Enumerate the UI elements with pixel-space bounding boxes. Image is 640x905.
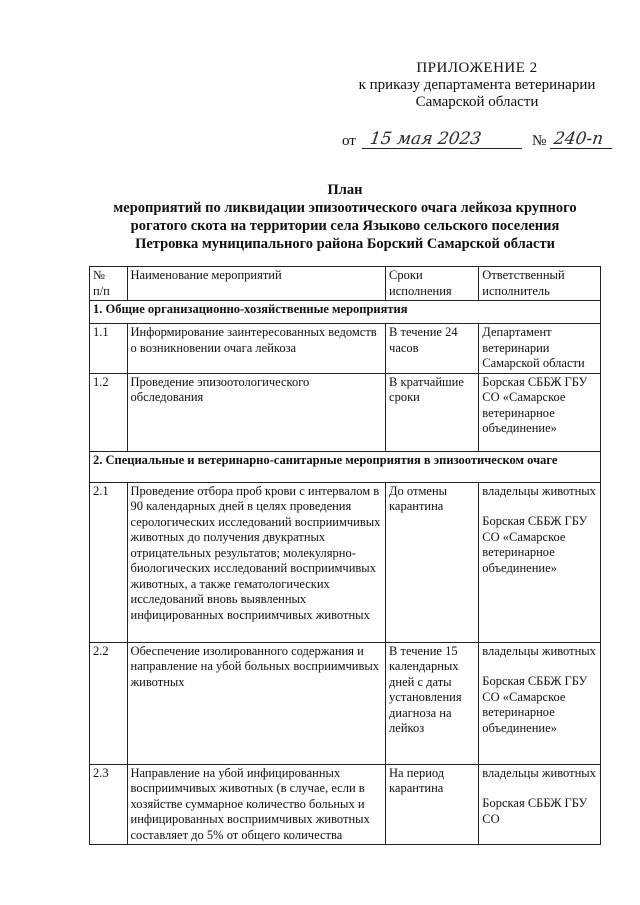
row-resp-agency: Борская СББЖ ГБУ СО «Самарское ветеринарное объединение» xyxy=(482,514,588,575)
row-resp: Департамент ветеринарии Самарской области xyxy=(479,324,601,374)
order-line xyxy=(342,129,612,155)
header-resp xyxy=(479,267,601,301)
order-from-label: от xyxy=(342,133,356,149)
annex-order-ref: к приказу департамента ветеринарии xyxy=(358,77,596,93)
row-resp xyxy=(479,482,601,642)
row-num: 1.1 xyxy=(90,324,128,374)
table-row xyxy=(90,373,601,451)
row-term: До отмены карантина xyxy=(386,482,479,642)
annex-region: Самарской области xyxy=(415,94,539,110)
row-resp-owners: владельцы животных xyxy=(482,483,596,498)
row-resp: Борская СББЖ ГБУ СО «Самарское ветеринарное объединение» xyxy=(479,373,601,451)
header-term xyxy=(386,267,479,301)
table-row xyxy=(90,482,601,642)
plan-table xyxy=(89,266,601,845)
annex-block xyxy=(352,60,602,111)
row-num: 2.1 xyxy=(90,482,128,642)
annex-title: ПРИЛОЖЕНИЕ 2 xyxy=(416,60,538,76)
row-name: Информирование заинтересованных ведомств о возникновении очага лейкоза xyxy=(127,324,386,374)
row-term: В течение 24 часов xyxy=(386,324,479,374)
header-term-line2: исполнения xyxy=(389,283,452,298)
header-term-line1: Сроки xyxy=(389,268,423,282)
row-num: 1.2 xyxy=(90,373,128,451)
document-heading xyxy=(90,181,600,253)
table-row xyxy=(90,764,601,845)
table-header-row xyxy=(90,267,601,301)
heading-line-3: рогатого скота на территории села Языково сельского поселения xyxy=(130,218,560,234)
row-resp xyxy=(479,642,601,764)
row-term: В кратчайшие сроки xyxy=(386,373,479,451)
header-num xyxy=(90,267,128,301)
row-num: 2.2 xyxy=(90,642,128,764)
row-term: В течение 15 календарных дней с даты установления диагноза на лейкоз xyxy=(386,642,479,764)
section-1-title: 1. Общие организационно-хозяйственные мероприятия xyxy=(90,301,601,324)
row-name: Направление на убой инфицированных восприимчивых животных (в случае, если в хозяйстве суммарное количество больных и инфицированных восприимчивых животных составляет до 5% от общего количества xyxy=(127,764,386,845)
order-number-handwritten: 240-п xyxy=(552,129,605,149)
row-resp xyxy=(479,764,601,845)
section-2-title: 2. Специальные и ветеринарно-санитарные мероприятия в эпизоотическом очаге xyxy=(90,451,601,482)
row-resp-agency: Борская СББЖ ГБУ СО xyxy=(482,796,588,826)
section-row xyxy=(90,451,601,482)
order-number-label: № xyxy=(532,133,547,149)
row-name: Проведение отбора проб крови с интервалом в 90 календарных дней в целях проведения серологических исследований восприимчивых животных до получения двукратных отрицательных результатов; молекулярно-биологических исследований восприимчивых животных, а также гематологических исследований вновь выявленных инфицированных восприимчивых животных xyxy=(127,482,386,642)
heading-line-2: мероприятий по ликвидации эпизоотического очага лейкоза крупного xyxy=(113,200,577,216)
row-resp-owners: владельцы животных xyxy=(482,643,596,658)
table-row xyxy=(90,642,601,764)
order-date-handwritten: 15 мая 2023 xyxy=(368,129,483,149)
row-resp-agency: Борская СББЖ ГБУ СО «Самарское ветеринарное объединение» xyxy=(482,674,588,735)
header-resp-line1: Ответственный xyxy=(482,268,565,282)
row-num: 2.3 xyxy=(90,764,128,845)
row-resp-owners: владельцы животных xyxy=(482,765,596,780)
row-name: Проведение эпизоотологического обследования xyxy=(127,373,386,451)
heading-line-4: Петровка муниципального района Борский Самарской области xyxy=(135,236,555,252)
header-name: Наименование мероприятий xyxy=(127,267,386,301)
header-resp-line2: исполнитель xyxy=(482,283,550,298)
header-num-line1: № xyxy=(93,268,105,282)
table-row xyxy=(90,324,601,374)
section-row xyxy=(90,301,601,324)
header-num-line2: п/п xyxy=(93,283,110,298)
row-name: Обеспечение изолированного содержания и направление на убой больных восприимчивых животных xyxy=(127,642,386,764)
row-term: На период карантина xyxy=(386,764,479,845)
heading-plan: План xyxy=(327,182,363,198)
